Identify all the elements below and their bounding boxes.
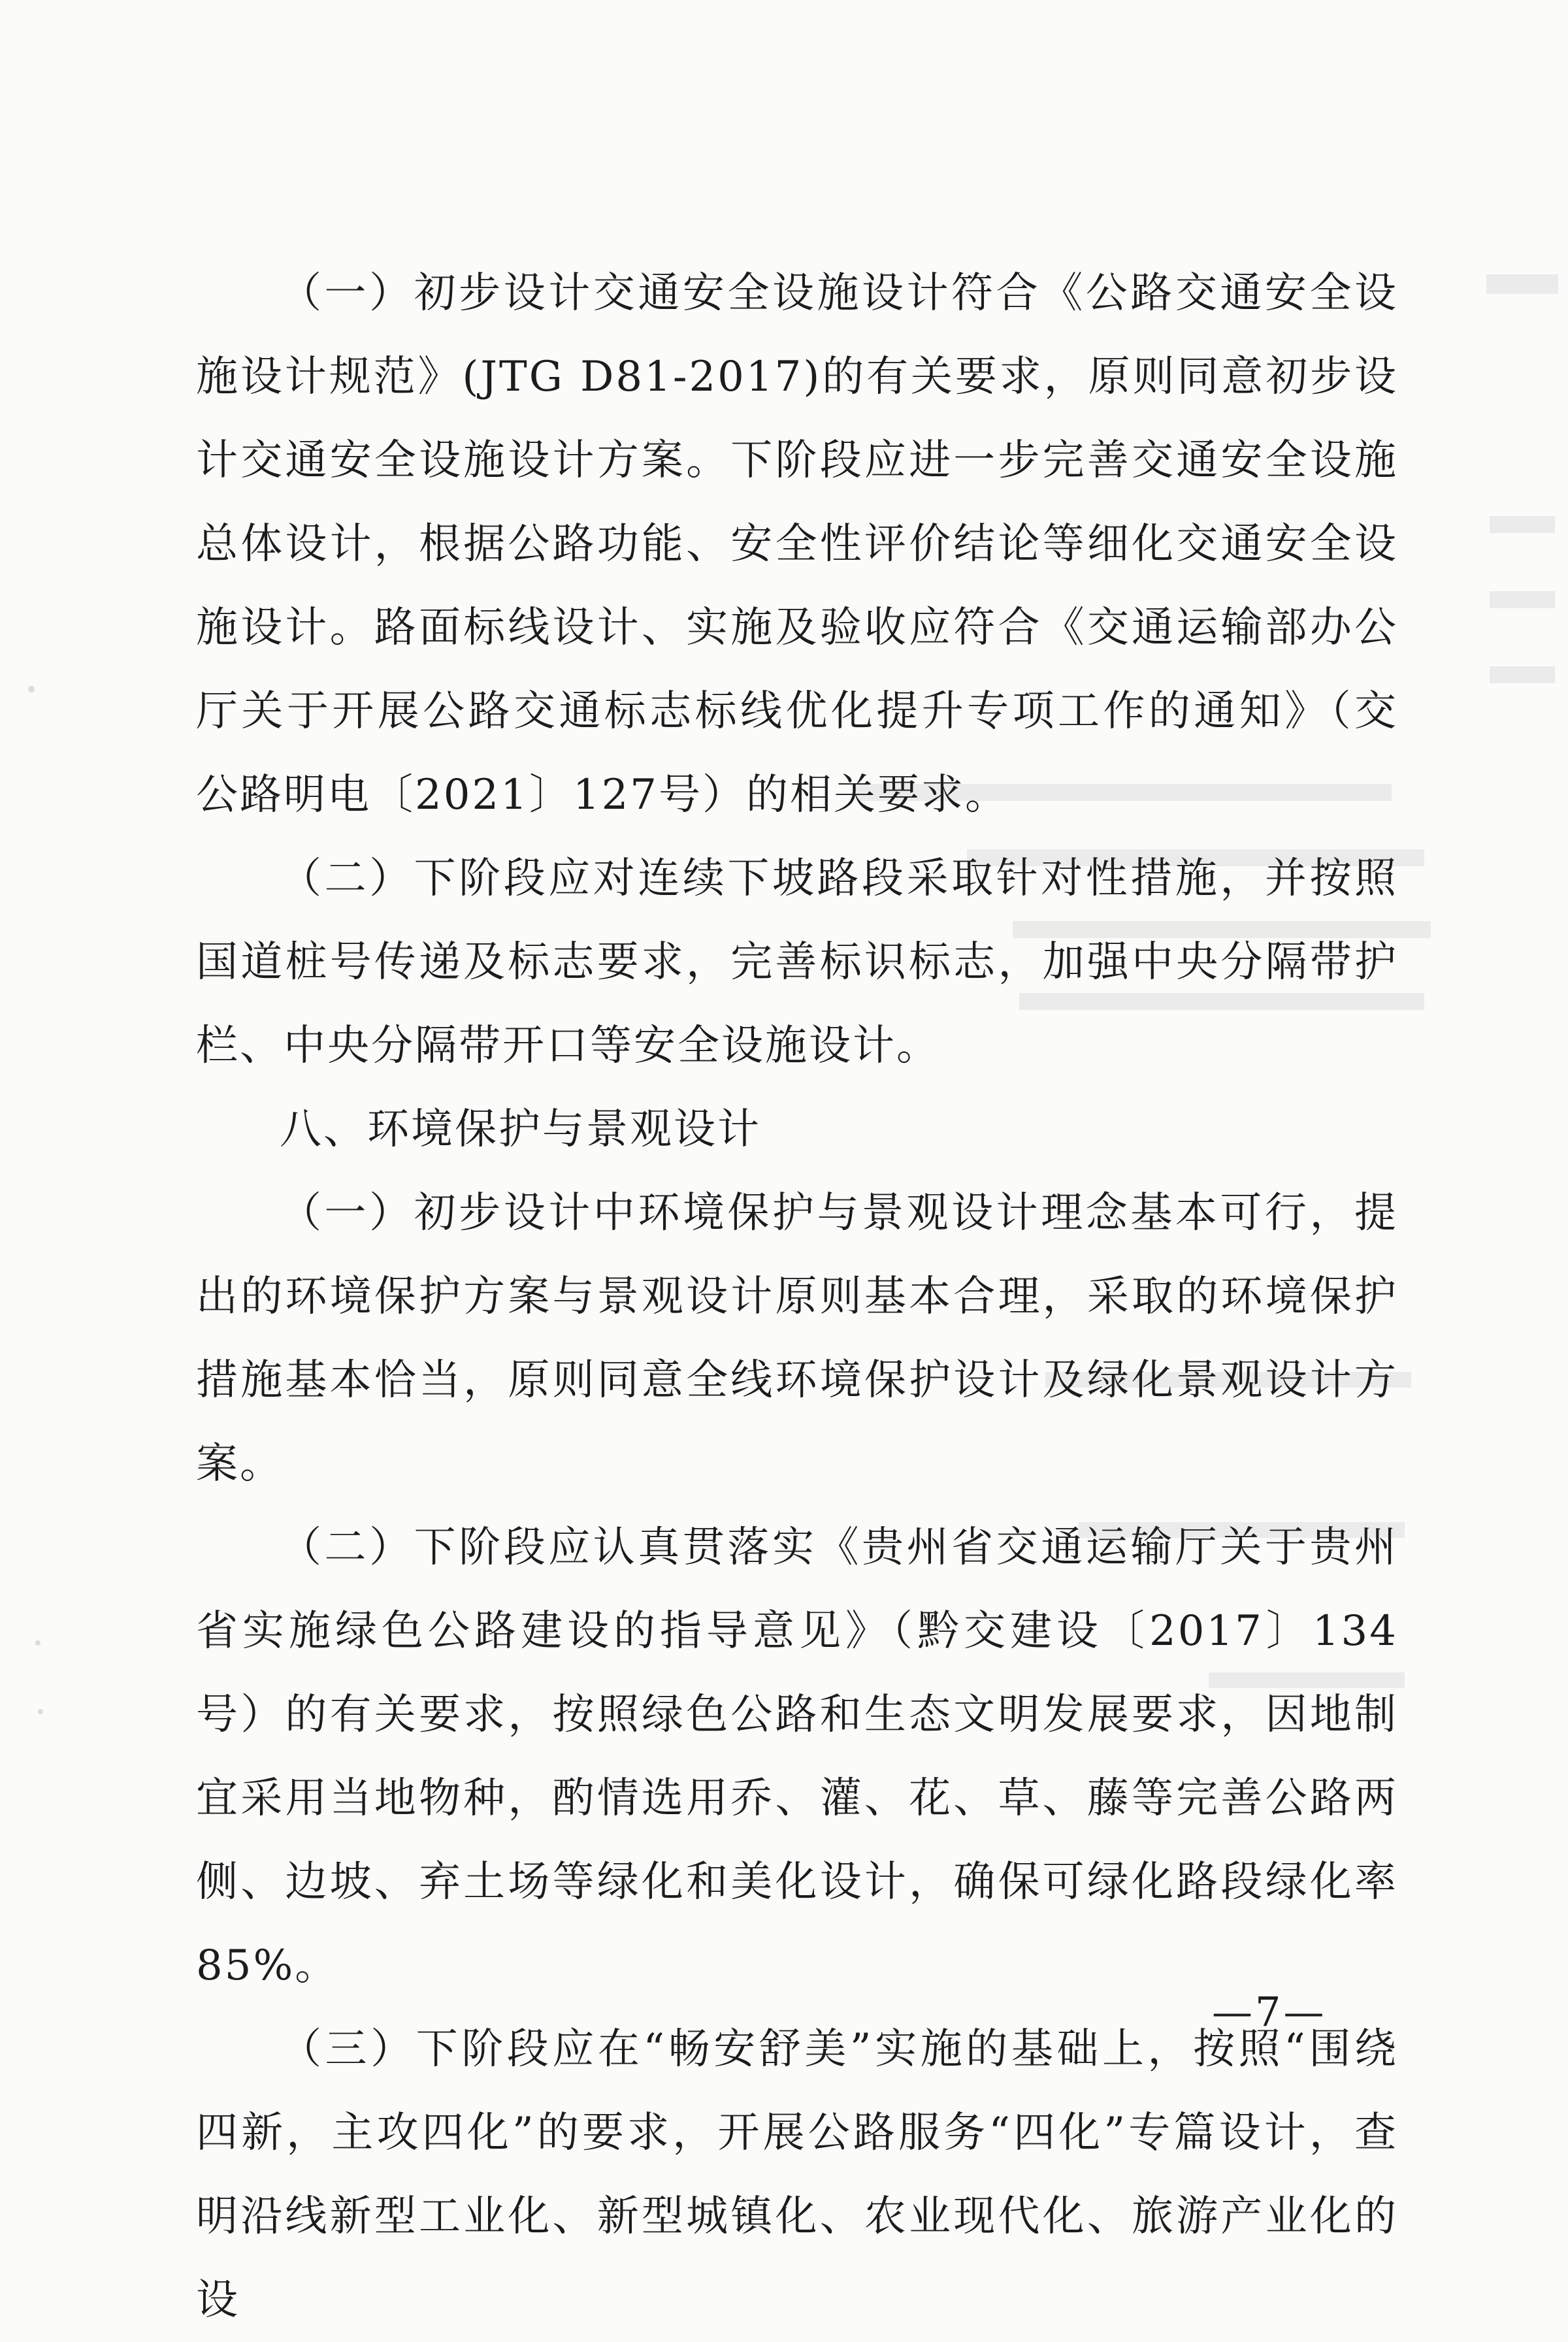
- paragraph-green-highway-guidance: （二）下阶段应认真贯落实《贵州省交通运输厅关于贵州省实施绿色公路建设的指导意见》（黔交建设〔2017〕134号）的有关要求，按照绿色公路和生态文明发展要求，因地制宜采用当地物种，酌情选用乔、灌、花、草、藤等完善公路两侧、边坡、弃土场等绿化和美化设计，确保可绿化路段绿化率85%。: [196, 1523, 1398, 1990]
- paragraph-environment-concept: （一）初步设计中环境保护与景观设计理念基本可行，提出的环境保护方案与景观设计原则基本合理，采取的环境保护措施基本恰当，原则同意全线环境保护设计及绿化景观设计方案。: [196, 1189, 1398, 1488]
- paragraph-safety-design-compliance: （一）初步设计交通安全设施设计符合《公路交通安全设施设计规范》(JTG D81-2017)的有关要求，原则同意初步设计交通安全设施设计方案。下阶段应进一步完善交通安全设施总体设计，根据公路功能、安全性评价结论等细化交通安全设施设计。路面标线设计、实施及验收应符合《交通运输部办公厅关于开展公路交通标志标线优化提升专项工作的通知》（交公路明电〔2021〕127号）的相关要求。: [196, 269, 1398, 819]
- paragraph-four-modernizations-design: （三）下阶段应在“畅安舒美”实施的基础上，按照“围绕四新，主攻四化”的要求，开展公路服务“四化”专篇设计，查明沿线新型工业化、新型城镇化、农业现代化、旅游产业化的设: [196, 2025, 1398, 2324]
- page-number: —7—: [1212, 1988, 1327, 2036]
- paragraph-downhill-section-measures: （二）下阶段应对连续下坡路段采取针对性措施，并按照国道桩号传递及标志要求，完善标识标志，加强中央分隔带护栏、中央分隔带开口等安全设施设计。: [196, 854, 1398, 1070]
- section-heading-environment-landscape: 八、环境保护与景观设计: [280, 1105, 761, 1154]
